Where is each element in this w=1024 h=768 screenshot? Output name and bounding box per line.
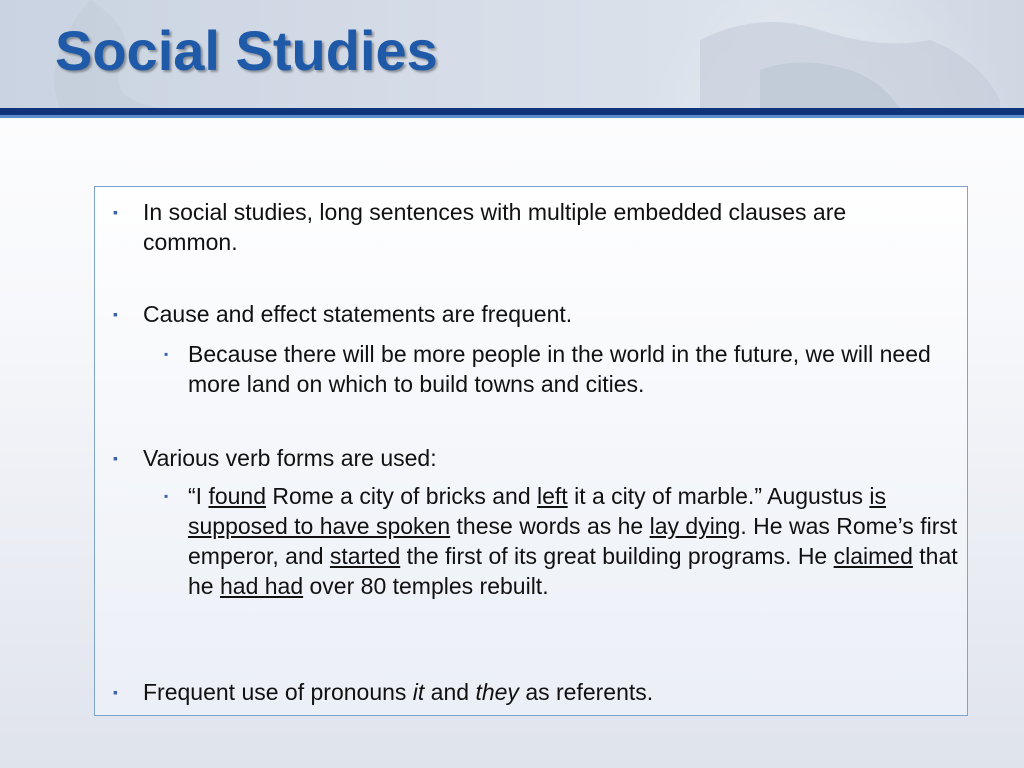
slide-title: Social Studies	[55, 19, 438, 82]
header-band	[0, 0, 1024, 108]
bullet-item	[113, 677, 943, 707]
content-box	[94, 186, 968, 716]
square-bullet-icon: ▪	[113, 684, 118, 700]
bullet-text: Cause and effect statements are frequent.	[143, 301, 573, 327]
bullet-item	[113, 299, 943, 329]
sub-bullet-item	[164, 481, 968, 601]
header-rule-dark	[0, 108, 1024, 115]
bullet-item	[113, 197, 943, 257]
header-rule-light	[0, 115, 1024, 118]
square-bullet-icon: ▪	[164, 347, 169, 361]
bullet-text: Because there will be more people in the world in the future, we will need more land on which to build towns and cities.	[188, 341, 931, 397]
bullet-text: Frequent use of pronouns it and they as referents.	[143, 679, 654, 705]
bullet-item	[113, 443, 943, 473]
square-bullet-icon: ▪	[113, 204, 118, 220]
sub-bullet-item	[164, 339, 968, 399]
square-bullet-icon: ▪	[113, 306, 118, 322]
bullet-text: In social studies, long sentences with multiple embedded clauses are common.	[143, 199, 847, 255]
quote-text: “I found Rome a city of bricks and left it a city of marble.” Augustus is supposed to have spoken these words as he lay dying. He was Rome’s first emperor, and started the first of its great building programs. He claimed that he had had over 80 temples rebuilt.	[188, 483, 958, 599]
square-bullet-icon: ▪	[164, 489, 169, 503]
square-bullet-icon: ▪	[113, 450, 118, 466]
bullet-text: Various verb forms are used:	[143, 445, 437, 471]
